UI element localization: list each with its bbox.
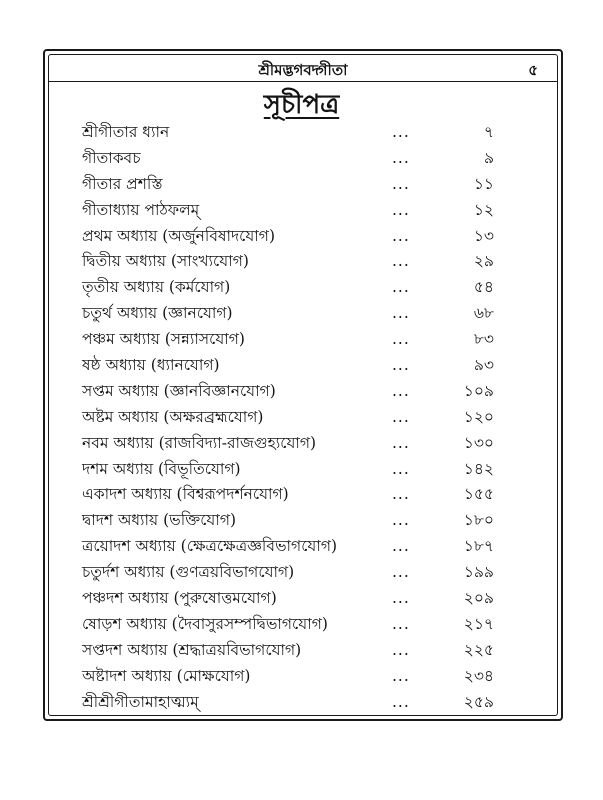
toc-leader-dots: ... [392, 614, 410, 633]
toc-entry-title: ত্রয়োদশ অধ্যায় (ক্ষেত্রক্ষেত্রজ্ঞবিভাগযোগ) [82, 537, 338, 556]
toc-entry-page: ২২৫ [463, 640, 494, 659]
toc-entry-page: ১৫৫ [463, 485, 494, 504]
toc-entry-page: ১১ [473, 174, 494, 193]
toc-entry-title: দ্বিতীয় অধ্যায় (সাংখ্যযোগ) [82, 252, 249, 271]
toc-entry [82, 405, 502, 431]
toc-entry-page: ৯৩ [473, 356, 494, 375]
toc-entry-title: চতুর্দশ অধ্যায় (গুণত্রয়বিভাগযোগ) [82, 563, 295, 582]
toc-entry-title: শ্রীশ্রীগীতামাহাত্ম্যম্ [82, 692, 199, 711]
toc-entry-page: ৭ [483, 123, 494, 141]
toc-heading: সূচীপত্র [263, 90, 340, 120]
toc-leader-dots: ... [392, 148, 410, 167]
toc-leader-dots: ... [392, 330, 410, 349]
toc-entry-title: গীতাধ্যায় পাঠফলম্ [82, 200, 200, 219]
toc-entry-page: ২১৭ [463, 614, 494, 633]
toc-entry [82, 249, 502, 275]
running-header [48, 54, 558, 82]
toc-entry [82, 457, 502, 483]
toc-entry-page: ১২০ [463, 407, 494, 426]
toc-entry-title: পঞ্চদশ অধ্যায় (পুরুষোত্তমযোগ) [82, 589, 277, 608]
toc-entry-title: সপ্তম অধ্যায় (জ্ঞানবিজ্ঞানযোগ) [82, 381, 276, 400]
toc-entry-title: দশম অধ্যায় (বিভূতিযোগ) [82, 459, 241, 478]
toc-entry-title: অষ্টম অধ্যায় (অক্ষরব্রহ্মযোগ) [82, 407, 264, 426]
toc-entry-page: ১৮৭ [463, 537, 494, 556]
toc-entry-title: তৃতীয় অধ্যায় (কর্মযোগ) [82, 278, 231, 297]
toc-list [82, 120, 502, 715]
toc-entry-page: ১৩০ [463, 433, 494, 452]
toc-leader-dots: ... [392, 433, 410, 452]
toc-entry [82, 431, 502, 457]
toc-entry [82, 508, 502, 534]
toc-leader-dots: ... [392, 589, 410, 608]
toc-entry [82, 638, 502, 664]
toc-entry [82, 612, 502, 638]
toc-leader-dots: ... [392, 356, 410, 375]
toc-entry [82, 301, 502, 327]
toc-entry [82, 327, 502, 353]
toc-entry [82, 198, 502, 224]
toc-entry-title: সপ্তদশ অধ্যায় (শ্রদ্ধাত্রয়বিভাগযোগ) [82, 640, 302, 659]
toc-entry-title: পঞ্চম অধ্যায় (সন্ন্যাসযোগ) [82, 330, 245, 349]
toc-leader-dots: ... [392, 640, 410, 659]
page-number: ৫ [528, 61, 538, 79]
toc-leader-dots: ... [392, 692, 410, 711]
toc-entry-title: নবম অধ্যায় (রাজবিদ্যা-রাজগুহ্যযোগ) [82, 433, 317, 452]
toc-entry-title: চতুর্থ অধ্যায় (জ্ঞানযোগ) [82, 304, 233, 323]
toc-entry-page: ২৫৯ [463, 692, 494, 711]
toc-entry-page: ৮৩ [473, 330, 494, 349]
toc-entry [82, 379, 502, 405]
toc-entry-page: ১৪২ [463, 459, 494, 478]
toc-entry [82, 482, 502, 508]
toc-entry-page: ১৩ [473, 226, 494, 245]
toc-entry-page: ৫৪ [473, 278, 494, 297]
toc-entry-page: ২০৯ [463, 589, 494, 608]
toc-entry-title: শ্রীগীতার ধ্যান [82, 123, 170, 141]
toc-entry [82, 120, 502, 146]
toc-entry [82, 586, 502, 612]
toc-leader-dots: ... [392, 123, 410, 141]
toc-entry-page: ১৯৯ [463, 563, 494, 582]
toc-entry-title: প্রথম অধ্যায় (অর্জুনবিষাদযোগ) [82, 226, 275, 245]
toc-leader-dots: ... [392, 174, 410, 193]
toc-entry-title: ষষ্ঠ অধ্যায় (ধ্যানযোগ) [82, 356, 220, 375]
toc-entry-page: ১৮০ [463, 511, 494, 530]
toc-leader-dots: ... [392, 563, 410, 582]
toc-entry-title: অষ্টাদশ অধ্যায় (মোক্ষযোগ) [82, 666, 251, 685]
toc-leader-dots: ... [392, 485, 410, 504]
toc-entry [82, 353, 502, 379]
toc-leader-dots: ... [392, 666, 410, 685]
toc-entry [82, 690, 502, 716]
toc-entry-page: ৬৮ [473, 304, 494, 323]
toc-entry-title: গীতাকবচ [82, 148, 141, 167]
toc-leader-dots: ... [392, 278, 410, 297]
toc-leader-dots: ... [392, 381, 410, 400]
toc-entry-title: গীতার প্রশস্তি [82, 174, 163, 193]
toc-entry [82, 172, 502, 198]
toc-entry-page: ৯ [483, 148, 494, 167]
toc-leader-dots: ... [392, 304, 410, 323]
toc-leader-dots: ... [392, 226, 410, 245]
toc-entry [82, 146, 502, 172]
toc-entry-page: ১২ [473, 200, 494, 219]
toc-entry [82, 275, 502, 301]
toc-entry [82, 534, 502, 560]
toc-entry [82, 224, 502, 250]
toc-entry-page: ১০৯ [463, 381, 494, 400]
toc-leader-dots: ... [392, 511, 410, 530]
toc-entry-title: একাদশ অধ্যায় (বিশ্বরূপদর্শনযোগ) [82, 485, 289, 504]
toc-entry-page: ২৯ [473, 252, 494, 271]
toc-entry [82, 664, 502, 690]
toc-leader-dots: ... [392, 200, 410, 219]
toc-leader-dots: ... [392, 459, 410, 478]
toc-entry [82, 560, 502, 586]
toc-leader-dots: ... [392, 407, 410, 426]
toc-entry-title: ষোড়শ অধ্যায় (দৈবাসুরসম্পদ্বিভাগযোগ) [82, 614, 328, 633]
running-title: শ্রীমদ্ভগবদ্গীতা [258, 61, 348, 79]
toc-leader-dots: ... [392, 537, 410, 556]
toc-entry-page: ২৩৪ [463, 666, 494, 685]
toc-leader-dots: ... [392, 252, 410, 271]
toc-entry-title: দ্বাদশ অধ্যায় (ভক্তিযোগ) [82, 511, 237, 530]
